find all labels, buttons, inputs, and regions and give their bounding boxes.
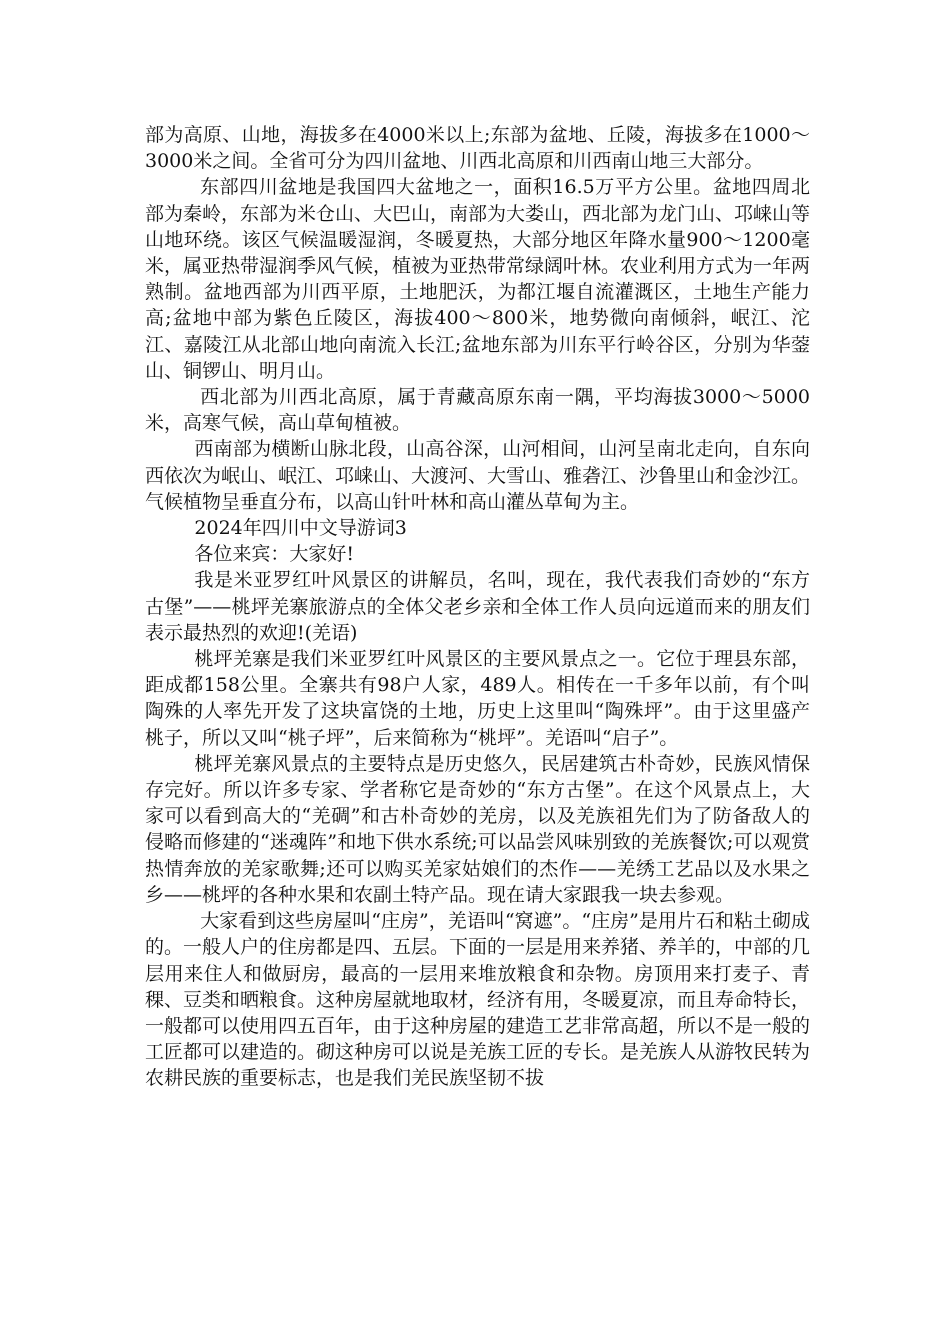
paragraph-1: 部为高原、山地，海拔多在4000米以上;东部为盆地、丘陵，海拔多在1000～3000米之间。全省可分为四川盆地、川西北高原和川西南山地三大部分。 <box>145 124 810 173</box>
section-heading: 2024年四川中文导游词3 <box>194 517 407 540</box>
paragraph-6: 桃坪羌寨是我们米亚罗红叶风景区的主要风景点之一。它位于理县东部，距成都158公里。全寨共有98户人家，489人。相传在一千多年以前，有个叫陶殊的人率先开发了这块富饶的土地，历史上这里叫“陶殊坪”。由于这里盛产桃子，所以又叫“桃子坪”，后来简称为“桃坪”。羌语叫“启子”。 <box>145 648 810 749</box>
greeting: 各位来宾：大家好! <box>194 543 355 566</box>
paragraph-3: 西北部为川西北高原，属于青藏高原东南一隅，平均海拔3000～5000米，高寒气候，高山草甸植被。 <box>145 386 810 435</box>
paragraph-7: 桃坪羌寨风景点的主要特点是历史悠久，民居建筑古朴奇妙，民族风情保存完好。所以许多专家、学者称它是奇妙的“东方古堡”。在这个风景点上，大家可以看到高大的“羌碉”和古朴奇妙的羌房，以及羌族祖先们为了防备敌人的侵略而修建的“迷魂阵”和地下供水系统;可以品尝风味别致的羌族餐饮;可以观赏热情奔放的羌家歌舞;还可以购买羌家姑娘们的杰作——羌绣工艺品以及水果之乡——桃坪的各种水果和农副土特产品。现在请大家跟我一块去参观。 <box>145 752 810 906</box>
paragraph-2: 东部四川盆地是我国四大盆地之一，面积16.5万平方公里。盆地四周北部为秦岭，东部为米仓山、大巴山，南部为大娄山，西北部为龙门山、邛崃山等山地环绕。该区气候温暖湿润，冬暖夏热，大部分地区年降水量900～1200毫米，属亚热带湿润季风气候，植被为亚热带常绿阔叶林。农业利用方式为一年两熟制。盆地西部为川西平原，土地肥沃，为都江堰自流灌溉区，土地生产能力高;盆地中部为紫色丘陵区，海拔400～800米，地势微向南倾斜，岷江、沱江、嘉陵江从北部山地向南流入长江;盆地东部为川东平行岭谷区，分别为华蓥山、铜锣山、明月山。 <box>145 176 811 382</box>
paragraph-4: 西南部为横断山脉北段，山高谷深，山河相间，山河呈南北走向，自东向西依次为岷山、岷江、邛崃山、大渡河、大雪山、雅砻江、沙鲁里山和金沙江。气候植物呈垂直分布，以高山针叶林和高山灌丛草甸为主。 <box>145 438 811 513</box>
document-page <box>145 122 810 1092</box>
paragraph-5: 我是米亚罗红叶风景区的讲解员，名叫，现在，我代表我们奇妙的“东方古堡”——桃坪羌寨旅游点的全体父老乡亲和全体工作人员向远道而来的朋友们表示最热烈的欢迎!(羌语) <box>145 569 810 644</box>
paragraph-8: 大家看到这些房屋叫“庄房”，羌语叫“窝遮”。“庄房”是用片石和粘土砌成的。一般人户的住房都是四、五层。下面的一层是用来养猪、养羊的，中部的几层用来住人和做厨房，最高的一层用来堆放粮食和杂物。房顶用来打麦子、青稞、豆类和晒粮食。这种房屋就地取材，经济有用，冬暖夏凉，而且寿命特长，一般都可以使用四五百年，由于这种房屋的建造工艺非常高超，所以不是一般的工匠都可以建造的。砌这种房可以说是羌族工匠的专长。是羌族人从游牧民转为农耕民族的重要标志，也是我们羌民族坚韧不拔 <box>145 910 811 1090</box>
